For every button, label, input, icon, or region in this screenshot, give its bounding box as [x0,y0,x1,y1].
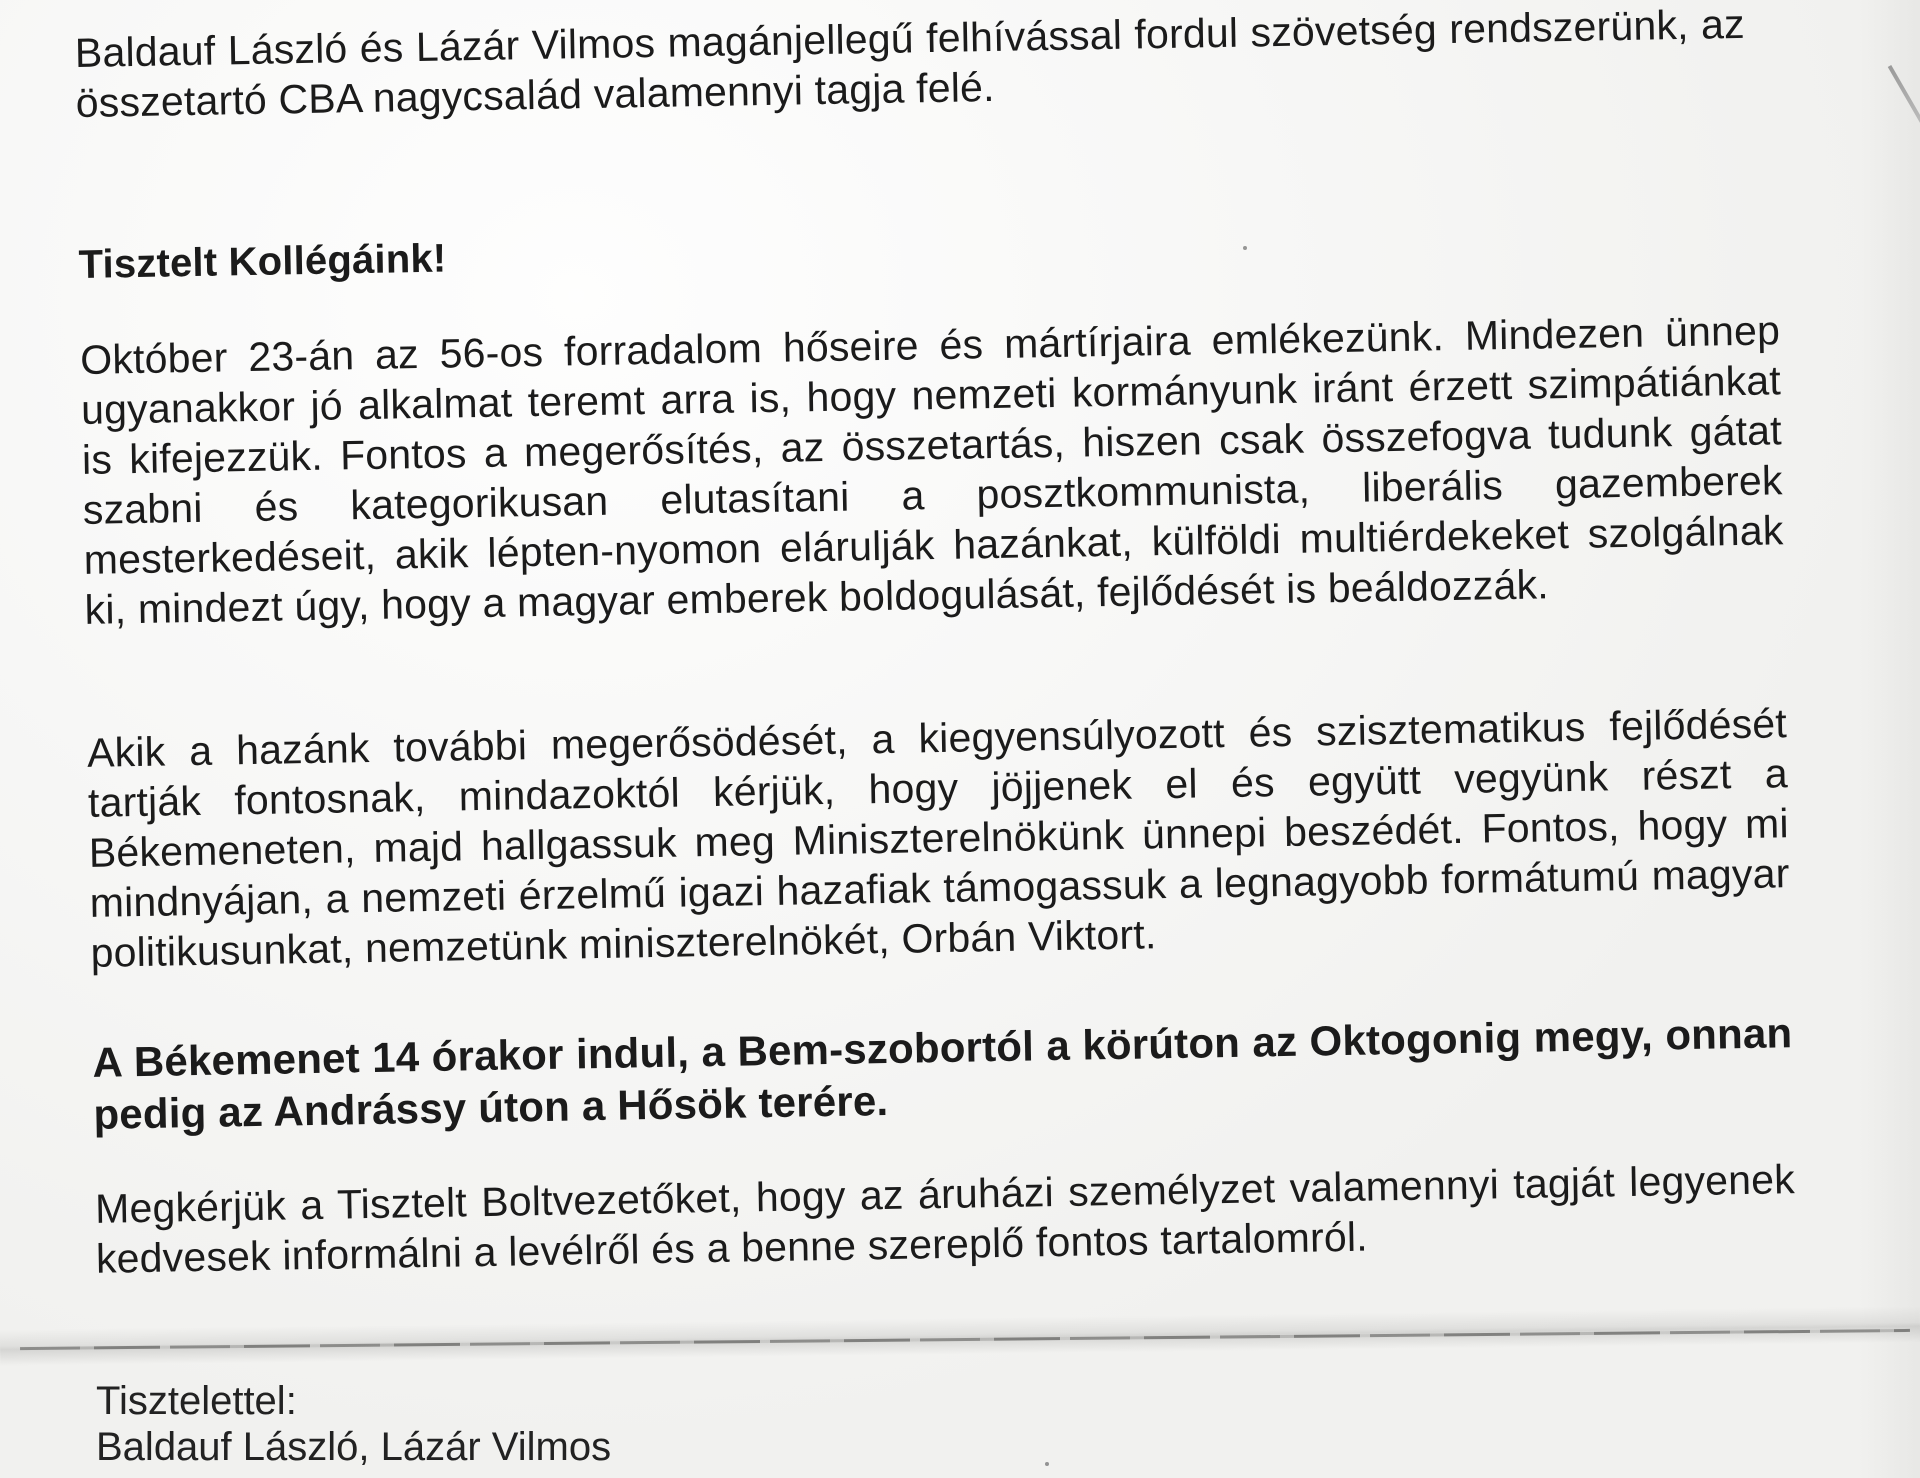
salutation: Tisztelt Kollégáink! [78,236,447,287]
paragraph-request: Megkérjük a Tisztelt Boltvezetőket, hogy az áruházi személyzet valamennyi tagját legyenek kedvesek informálni a levélről és a benne szereplő fontos tartalomról. [94,1156,1796,1282]
paragraph-route: A Békemenet 14 órakor indul, a Bem-szobortól a körúton az Oktogonig megy, onnan pedig az Andrássy úton a Hősök terére. [92,1009,1793,1138]
signatories-text: Baldauf László, Lázár Vilmos [96,1425,612,1469]
paper-speck [1243,246,1247,250]
signature-block [96,1378,611,1470]
closing-text: Tisztelettel: [96,1379,297,1423]
paragraph-invitation: Akik a hazánk további megerősödését, a kiegyensúlyozott és szisztematikus fejlődését tartják fontosnak, mindazoktól kérjük, hogy jöjjenek el és együtt vegyünk részt a Békemeneten, majd hallgassuk meg Miniszterelnökünk ünnepi beszédét. Fontos, hogy mi mindnyájan, a nemzeti érzelmű igazi hazafiak támogassuk a legnagyobb formátumú magyar politikusunkat, nemzetünk miniszterelnökét, Orbán Viktort. [86,700,1790,976]
paragraph-commemoration: Október 23-án az 56-os forradalom hőseire és mártírjaira emlékezünk. Mindezen ünnep ugyanakkor jó alkalmat teremt arra is, hogy nemzeti kormányunk iránt érzett szimpátiánkat is kifejezzük. Fontos a megerősítés, az összetartás, hiszen csak összefogva tudunk gátat szabni és kategorikusan elutasítani a posztkommunista, liberális gazemberek mesterkedéseit, akik lépten-nyomon elárulják hazánkat, külföldi multiérdekeket szolgálnak ki, mindezt úgy, hogy a magyar emberek boldogulását, fejlődését is beáldozzák. [79,307,1784,633]
intro-paragraph: Baldauf László és Lázár Vilmos magánjellegű felhívással fordul szövetség rendszerünk, az összetartó CBA nagycsalád valamennyi tagja felé. [74,0,1746,126]
page-edge-shadow [1860,0,1920,1478]
paper-speck [1045,1462,1049,1466]
paper-fold [0,1306,1920,1365]
